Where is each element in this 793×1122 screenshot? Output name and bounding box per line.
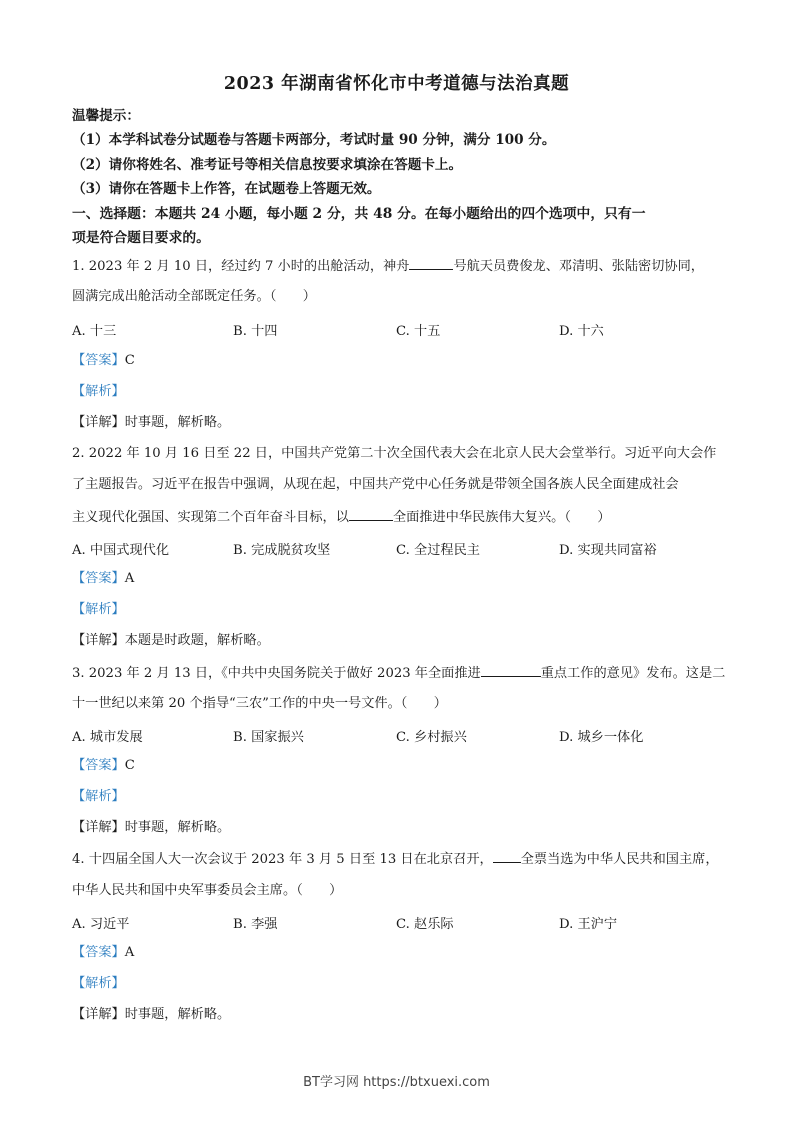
hint-item-1: （1）本学科试卷分试题卷与答题卡两部分，考试时量 90 分钟，满分 100 分。 bbox=[72, 132, 556, 148]
question-2-option-a: A. 中国式现代化 bbox=[72, 543, 170, 558]
question-2-options bbox=[72, 539, 724, 557]
question-3-options bbox=[72, 726, 724, 744]
answer-label: 【答案】 bbox=[72, 945, 125, 960]
question-4-detail bbox=[72, 1006, 724, 1024]
question-2-analysis-label: 【解析】 bbox=[72, 602, 125, 617]
question-2-detail bbox=[72, 632, 724, 650]
question-3-option-b: B. 国家振兴 bbox=[233, 730, 304, 745]
question-4-text-b: 全票当选为中华人民共和国主席， bbox=[520, 852, 719, 867]
answer-label: 【答案】 bbox=[72, 758, 125, 773]
question-3-text-b: 重点工作的意见》发布。这是二 bbox=[540, 666, 726, 681]
question-1-option-d: D. 十六 bbox=[559, 324, 604, 339]
answer-value: C bbox=[124, 353, 135, 368]
detail-label: 【详解】 bbox=[72, 1007, 125, 1022]
question-1-line-2: 圆满完成出舱活动全部既定任务。（ ） bbox=[72, 289, 316, 304]
question-4-analysis-label: 【解析】 bbox=[72, 976, 125, 991]
question-1-option-c: C. 十五 bbox=[396, 324, 441, 339]
question-2-line-2: 了主题报告。习近平在报告中强调，从现在起，中国共产党中心任务就是带领全国各族人民全面建成社会 bbox=[72, 477, 679, 492]
detail-text: 时事题，解析略。 bbox=[124, 1007, 231, 1022]
hint-item-3: （3）请你在答题卡上作答，在试题卷上答题无效。 bbox=[72, 181, 381, 197]
detail-text: 时事题，解析略。 bbox=[124, 415, 231, 430]
answer-label: 【答案】 bbox=[72, 571, 125, 586]
question-2-option-d: D. 实现共同富裕 bbox=[559, 543, 657, 558]
question-1-answer bbox=[72, 352, 724, 370]
answer-label: 【答案】 bbox=[72, 353, 125, 368]
question-1-option-b: B. 十四 bbox=[233, 324, 278, 339]
question-2-option-b: B. 完成脱贫攻坚 bbox=[233, 543, 331, 558]
question-1-text-a: 1. 2023 年 2 月 10 日，经过约 7 小时的出舱活动，神舟 bbox=[72, 259, 410, 274]
question-3-option-d: D. 城乡一体化 bbox=[559, 730, 644, 745]
question-3-answer bbox=[72, 757, 724, 775]
answer-value: A bbox=[124, 945, 135, 960]
question-3-detail bbox=[72, 819, 724, 837]
detail-label: 【详解】 bbox=[72, 633, 125, 648]
question-4-options bbox=[72, 913, 724, 931]
question-2-line-3 bbox=[72, 508, 724, 527]
question-2-text-a: 主义现代化强国、实现第二个百年奋斗目标，以 bbox=[72, 510, 349, 525]
question-4-option-a: A. 习近平 bbox=[72, 917, 130, 932]
question-4-option-b: B. 李强 bbox=[233, 917, 278, 932]
question-4-text-a: 4. 十四届全国人大一次会议于 2023 年 3 月 5 日至 13 日在北京召开， bbox=[72, 852, 493, 867]
answer-value: A bbox=[124, 571, 135, 586]
question-4-line-1 bbox=[72, 850, 724, 869]
question-2-line-1: 2. 2022 年 10 月 16 日至 22 日，中国共产党第二十次全国代表大会在北京人民大会堂举行。习近平向大会作 bbox=[72, 446, 717, 461]
detail-label: 【详解】 bbox=[72, 820, 125, 835]
detail-label: 【详解】 bbox=[72, 415, 125, 430]
question-4-line-2: 中华人民共和国中央军事委员会主席。（ ） bbox=[72, 883, 343, 898]
section-heading-line-2: 项是符合题目要求的。 bbox=[72, 230, 210, 246]
question-2-blank bbox=[349, 508, 393, 521]
question-3-text-a: 3. 2023 年 2 月 13 日，《中共中央国务院关于做好 2023 年全面推进 bbox=[72, 666, 481, 681]
hint-heading: 温馨提示： bbox=[72, 108, 140, 124]
question-2-option-c: C. 全过程民主 bbox=[396, 543, 480, 558]
question-3-option-a: A. 城市发展 bbox=[72, 730, 143, 745]
question-2-text-b: 全面推进中华民族伟大复兴。（ ） bbox=[392, 510, 611, 525]
page-title: 2023 年湖南省怀化市中考道德与法治真题 bbox=[223, 74, 570, 94]
question-3-line-1 bbox=[72, 664, 724, 683]
question-3-option-c: C. 乡村振兴 bbox=[396, 730, 467, 745]
question-1-blank bbox=[409, 257, 453, 270]
question-1-detail bbox=[72, 414, 724, 432]
question-1-option-a: A. 十三 bbox=[72, 324, 117, 339]
question-4-option-c: C. 赵乐际 bbox=[396, 917, 454, 932]
question-3-line-2: 十一世纪以来第 20 个指导“三农”工作的中央一号文件。（ ） bbox=[72, 696, 447, 711]
question-4-answer bbox=[72, 944, 724, 962]
question-1-text-b: 号航天员费俊龙、邓清明、张陆密切协同， bbox=[453, 259, 704, 274]
question-2-answer bbox=[72, 570, 724, 588]
question-1-analysis-label: 【解析】 bbox=[72, 384, 125, 399]
detail-text: 时事题，解析略。 bbox=[124, 820, 231, 835]
detail-text: 本题是时政题，解析略。 bbox=[124, 633, 270, 648]
section-heading-line-1: 一、选择题：本题共 24 小题，每小题 2 分，共 48 分。在每小题给出的四个选项中，只有一 bbox=[72, 206, 646, 222]
site-footer: BT学习网 https://btxuexi.com bbox=[303, 1075, 490, 1090]
question-1-line-1 bbox=[72, 257, 724, 276]
question-4-option-d: D. 王沪宁 bbox=[559, 917, 618, 932]
question-3-analysis-label: 【解析】 bbox=[72, 789, 125, 804]
hint-item-2: （2）请你将姓名、准考证号等相关信息按要求填涂在答题卡上。 bbox=[72, 157, 463, 173]
answer-value: C bbox=[124, 758, 135, 773]
question-4-blank bbox=[493, 850, 521, 863]
question-1-options bbox=[72, 320, 724, 338]
question-3-blank bbox=[481, 664, 541, 677]
